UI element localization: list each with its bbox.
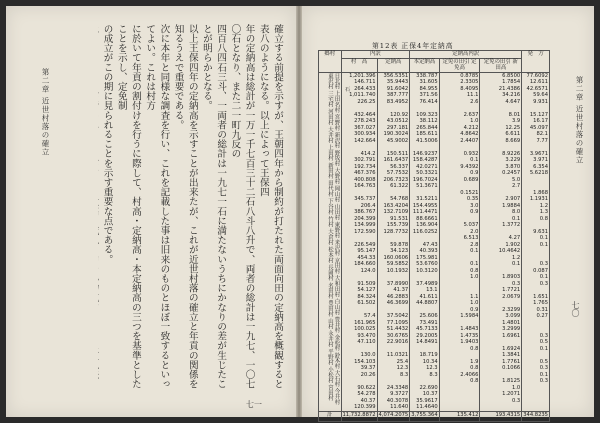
village-block: 河田村 大井村 上田村 新田村	[327, 108, 333, 180]
text-column: 四百八四石三斗、一両者の総計は一九七一石に満たないうちにかなりの差が生じたことが明らかとなる。	[200, 24, 227, 389]
text-column: 年の定納高は総計が一万一千七百三十二石八斗八升で、両者の総計は一九七、一〇七〇石となり、また二一町九反の	[229, 24, 255, 389]
total-row	[319, 411, 550, 421]
data-table	[318, 50, 550, 422]
village-block: 野坂村 大野村 岡山村 山田村 東野村 米沢村	[333, 149, 340, 258]
village-block: 田代村 下谷村 竹村 大倉村	[327, 179, 333, 247]
text-column: に於いて年貢の割付けを行うに際して、村高・定納高・本定納高の三つを基準としたことを示し、定免制	[115, 24, 141, 389]
header-detail: 内訳	[341, 51, 410, 59]
col-hatten: 77.6092 12.611 42.6571 59.64 9.931 15.127 16.17 45.097 82.1 7.77 3.9671 3.971 6.354 5.6218 1.868 1.1931 1.2 1.3 0.8 9.631 0.1 0.1 0.3 0.087 0.1 0.3 1.651 1.765 0.31 0.27 0.3 0.5 0.1 0.5 0.3 0.1 0.3	[522, 72, 550, 411]
body-text	[98, 24, 284, 396]
col-s1: 0.8785 2.3305 8.4095 11.1 2.6 2.637 1.0 4.212 4.8642 2.4407 0.932 0.1 9.4392 0.9 0.689 0.1521 0.35 3.0 0.9 5.037 2.0 6.513 2.8 0.1 0.1 0.8 1.0 1.1 1.0 0.9 1.5984 1.4843 1.4735 1.9403 0.8 1.9 0.8 2.4066 0.8	[439, 72, 480, 411]
header-s2: 定免の田引 新田高	[480, 58, 522, 72]
total-hon: 3,755.364	[410, 411, 439, 421]
header-s1: 定免の田引 定免高	[439, 58, 480, 72]
village-block: 京田村 大和田村 白山村 豊井村 金松村	[333, 257, 340, 353]
col-hon: 338.787 31.605 84.955 371.56 76.414 109.323 38.112 265.844 185.611 41.5006 146.9237 158.4287 42.0271 50.3321 196.7024 51.3671 31.5211 154.4955 111.4471 88.6661 136.904 116.0252 47.43 40.393 175.981 53.6760 10.3120 37.4989 13.1 41.611 44.8807 25.606 73.491 45.7133 29.2005 14.8491 18.719 10.34 12.3 8.3 22.690 10.37 35.9617 11.4640	[410, 72, 439, 411]
page-number: 七〇	[571, 301, 580, 317]
running-head: 第二章 近世村落の確立	[575, 76, 584, 165]
total-s2: 193.4315	[480, 411, 522, 421]
table-title: 第12表 正保4年定納高	[372, 42, 454, 50]
header-hon: 本定納高	[410, 58, 439, 72]
col-teinou: 356.5351 35.9443 91.6042 387.777 83.4952 120.92 43.0512 297.181 190.3024 45.9002 150.511 161.6437 56.337 57.7532 206.7323 61.322 54.768 163.4204 132.7109 91.531 155.739 128.7732 59.878 34.123 160.0606 59.5852 10.1932 37.8990 41.37 46.2883 46.3699 37.5042 77.1095 51.4432 30.6765 22.9016 11.0321 25.4 12.3 8.3 24.3348 9.3727 40.3078 11.640	[377, 72, 410, 411]
village-block: 鈴木村 大石村 今井村 東沢村 三宅村	[327, 72, 340, 405]
village-block: 永井村 平野村 小松村 宮田村	[327, 330, 333, 401]
total-teinou: 4,074.2075	[377, 411, 410, 421]
total-muradaka: 11,732.8872	[341, 411, 377, 421]
total-hatten: 344.8235	[522, 411, 550, 421]
header-breakdown: 定納高内訳	[410, 51, 522, 59]
village-block: 松本村 長岡村 名田村 豊田村 山村	[327, 246, 333, 331]
header-teinou: 定納高	[377, 58, 410, 72]
table-body-row	[319, 72, 550, 411]
running-head: 第二章 近世村落の確立	[41, 68, 50, 157]
unit-label: 石	[345, 87, 351, 93]
village-block: 日北村 上田名村 宮野村 新沢村	[333, 72, 340, 150]
text-column: の成立がこの期に見られることを示す重要な点である。	[101, 24, 113, 264]
total-label: 計	[319, 411, 342, 421]
text-column: 次に本年と同様な調査を行い、これを記載した事は旧来のものとほぼ一致するといってよい。これは村方	[144, 24, 170, 389]
header-village: 郷村	[319, 51, 342, 73]
col-s2: 6.8500 1.7854 21.4386 34.216 4.647 8.01 3.9 12.25 6.611 8.669 8.9226 3.229 3.870 0.2457 5.0 2.7 2.907 1.9884 8.0 0.1 1.3772 4.27 1.902 10.4642 1.2 0.1 1.8903 0.3 1.7721 2.0679 2.3299 3.099 1.4801 3.2999 1.6961 1.6924 1.3841 1.7761 0.1066 1.8125 1.0 1.2071 0.3	[480, 72, 522, 411]
header-muradaka: 村 高	[341, 58, 377, 72]
text-column: 以上王保四年の定納高を示すことが出来たが、これが近世村落の確立と年貢の関係を知るうえで重要である。	[172, 24, 198, 389]
left-page	[6, 6, 296, 417]
total-s1: 135.412	[439, 411, 480, 421]
text-column: 確立する前提を示すが、王朝四年から制約が打たれた両面向田の定納高を概観すると表八のようになる。以上によって王保四	[257, 24, 283, 389]
col-muradaka: 1,201.396 146.711 264.433 1,011.740 226.25 432.464 278.243 367.027 300.934 142.664 414.2 302.791 192.734 467.376 400.808 164.763 345.737 206.4 386.767 204.399 134.999 172.590 226.549 95.147 454.33 184.660 124.0 91.509 54.127 84.324 61.502 57.4 161.965 100.025 93.470 47.110 130.0 154.103 39.37 20.26 90.622 54.278 40.37 120.399	[341, 72, 377, 411]
text-column	[98, 24, 99, 396]
village-names	[319, 72, 342, 411]
header-hatten: 発 方	[522, 51, 550, 73]
page-number: 七一	[246, 400, 262, 409]
